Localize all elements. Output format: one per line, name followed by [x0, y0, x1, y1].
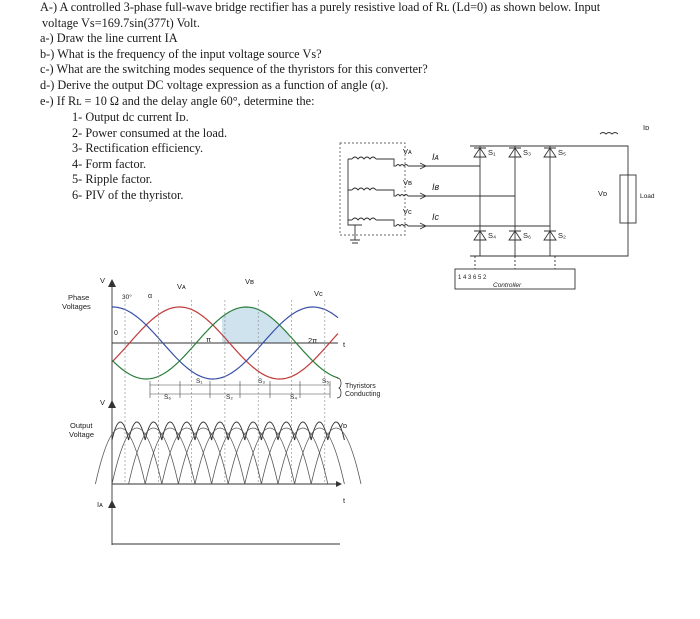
label-wave-va: Vᴀ: [177, 282, 186, 291]
source-winding-a: [352, 157, 376, 159]
label-io: Iᴅ: [643, 123, 650, 132]
label-zero: 0: [114, 330, 118, 337]
label-conducting: Conducting: [345, 391, 381, 398]
label-v-axis: V: [100, 276, 106, 285]
question-c: c-) What are the switching modes sequence of the thyristors for this converter?: [40, 62, 428, 77]
line-a: [376, 159, 480, 166]
ground-symbol: [350, 225, 360, 243]
label-load: Load: [640, 193, 655, 200]
label-pins: 1 4 3 6 5 2: [458, 275, 487, 281]
item-2: 2- Power consumed at the load.: [72, 125, 228, 140]
label-wave-vc: Vᴄ: [314, 289, 323, 298]
label-s5: S₅: [558, 148, 567, 157]
output-voltage-plot: [69, 398, 361, 505]
question-line-2: voltage Vs=169.7sin(377t) Volt.: [42, 15, 200, 30]
label-s3: S₃: [523, 148, 532, 157]
seq-top-s1: S₁: [196, 378, 203, 385]
label-t-1: t: [343, 340, 346, 349]
load-inductor: [600, 133, 618, 135]
question-a: a-) Draw the line current IA: [40, 31, 178, 46]
label-output-2: Voltage: [69, 430, 95, 439]
label-ib: Iʙ: [432, 182, 440, 192]
label-s4: S₄: [488, 231, 497, 240]
phase-voltage-plot: [62, 276, 346, 545]
neutral-wire: [348, 159, 362, 225]
label-2pi: 2π: [308, 336, 318, 345]
line-inductor-a: [396, 165, 408, 167]
seq-bottom-s2: S₂: [226, 394, 233, 401]
source-winding-b: [352, 188, 376, 190]
label-ia: Iᴀ: [432, 152, 439, 162]
label-va: Vᴀ: [403, 147, 412, 156]
line-c: [376, 220, 550, 226]
conduction-sequence: [150, 378, 381, 401]
label-vo: Vᴅ: [598, 189, 608, 198]
label-thyristors: Thyristors: [345, 383, 376, 390]
output-wires: [590, 146, 628, 256]
label-30-degree: 30°: [122, 294, 132, 301]
label-vc: Vᴄ: [403, 207, 412, 216]
line-current-plot: [97, 500, 340, 544]
question-d: d-) Derive the output DC voltage expression as a function of angle (α).: [40, 77, 389, 92]
item-3: 3- Rectification efficiency.: [72, 141, 204, 156]
question-e: e-) If Rʟ = 10 Ω and the delay angle 60°, determine the:: [40, 93, 315, 108]
seq-bottom-s6: S₆: [164, 394, 171, 401]
label-s6: S₆: [523, 231, 532, 240]
label-out-axis: V: [100, 398, 106, 407]
label-phase-1: Phase: [68, 293, 90, 302]
label-phase-2: Voltages: [62, 302, 91, 311]
item-5: 5- Ripple factor.: [72, 172, 153, 187]
item-1: 1- Output dc current Iᴅ.: [72, 110, 189, 124]
item-6: 6- PIV of the thyristor.: [72, 187, 184, 202]
label-wave-vb: Vʙ: [245, 277, 254, 286]
v-axis-arrow: [108, 279, 116, 287]
label-vb: Vʙ: [403, 178, 412, 187]
line-inductor-b: [396, 195, 408, 197]
item-4: 4- Form factor.: [72, 156, 147, 171]
label-alpha: α: [148, 293, 153, 300]
seq-top-s5: S₅: [322, 378, 329, 385]
label-ia-axis: Iᴀ: [97, 500, 103, 509]
label-pi: π: [206, 335, 212, 344]
label-output-1: Output: [70, 421, 93, 430]
question-line-1: A-) A controlled 3-phase full-wave bridge rectifier has a purely resistive load of Rʟ (Ld=0) as shown below. Input: [40, 0, 601, 14]
brace: [337, 378, 341, 398]
line-inductor-c: [396, 225, 408, 227]
label-t-2: t: [343, 496, 346, 505]
label-ic: Iᴄ: [432, 212, 440, 222]
source-winding-c: [352, 218, 376, 220]
label-s1: S₁: [488, 148, 496, 157]
question-b: b-) What is the frequency of the input voltage source Vs?: [40, 46, 322, 61]
seq-top-s3: S₃: [258, 378, 265, 385]
label-vo-wave: Vᴅ: [338, 421, 348, 430]
label-controller: Controller: [493, 282, 522, 289]
seq-bottom-s4: S₄: [290, 394, 297, 401]
label-s2: S₂: [558, 231, 566, 240]
output-line-voltages: [95, 428, 361, 484]
